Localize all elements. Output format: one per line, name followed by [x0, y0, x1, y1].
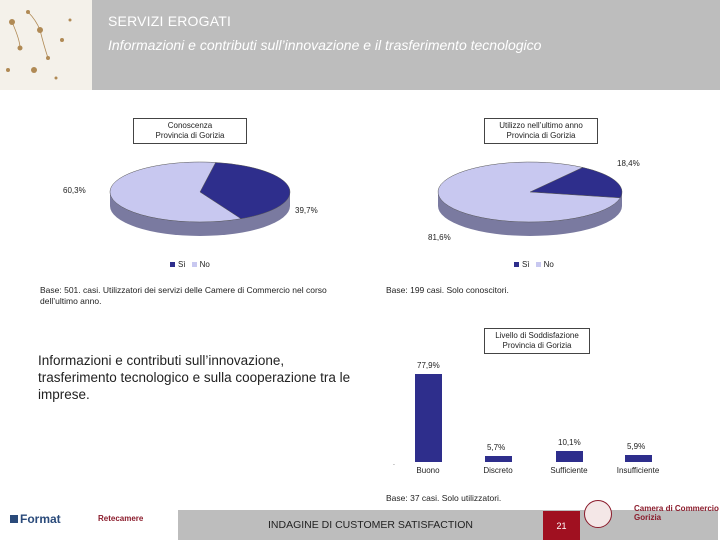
pie1-label-no: 60,3% — [63, 186, 86, 195]
pie2-title-line1: Utilizzo nell’ultimo anno — [499, 121, 583, 130]
bar-insufficiente — [625, 455, 652, 462]
page-number: 21 — [543, 511, 580, 540]
camera-logo-line2: Gorizia — [634, 513, 662, 522]
bar-title-line1: Livello di Soddisfazione — [495, 331, 579, 340]
pie1-legend-no: No — [199, 260, 210, 269]
pie2-base-note: Base: 199 casi. Solo conoscitori. — [386, 285, 509, 295]
pie1-base-note: Base: 501. casi. Utilizzatori dei servizi delle Camere di Commercio nel corso dell’ultimo anno. — [40, 285, 327, 306]
pie2-title-box — [484, 118, 598, 144]
bar-title-box — [484, 328, 590, 354]
bar-value-label: 10,1% — [558, 437, 581, 447]
bar-value-label: 77,9% — [417, 361, 440, 371]
format-logo — [10, 512, 61, 526]
footer-title: INDAGINE DI CUSTOMER SATISFACTION — [268, 519, 473, 531]
pie2-chart — [420, 150, 640, 250]
pie2-title-line2: Provincia di Gorizia — [506, 131, 576, 140]
pie2-slices — [438, 162, 622, 236]
legend-si-swatch — [170, 262, 175, 267]
bar-value-label: 5,7% — [487, 442, 506, 452]
legend-si-swatch — [514, 262, 519, 267]
bar-discreto — [485, 456, 512, 462]
page-title: SERVIZI EROGATI — [108, 13, 232, 29]
bar-base-note: Base: 37 casi. Solo utilizzatori. — [386, 493, 502, 503]
pie1-title-box — [133, 118, 247, 144]
pie1-chart — [80, 150, 320, 260]
pie1-slices — [110, 162, 290, 236]
pie2-label-no: 81,6% — [428, 233, 451, 242]
legend-no-swatch — [536, 262, 541, 267]
pie1-legend-si: Sì — [178, 260, 186, 269]
retecamere-logo: Retecamere — [98, 514, 144, 523]
pie1-label-si: 39,7% — [295, 206, 318, 215]
pie2-label-si: 18,4% — [617, 159, 640, 168]
bar-category-label: Discreto — [483, 466, 513, 475]
pie2-legend — [514, 260, 554, 269]
pie2-legend-no: No — [543, 260, 554, 269]
header-decoration — [0, 0, 92, 90]
pie1-title-line2: Provincia di Gorizia — [155, 131, 225, 140]
pie1-legend — [170, 260, 210, 269]
bar-sufficiente — [556, 451, 583, 462]
header-bar — [0, 0, 720, 90]
bar-category-label: Sufficiente — [550, 466, 588, 475]
camera-commercio-logo — [634, 504, 719, 522]
bar-title-line2: Provincia di Gorizia — [502, 341, 572, 350]
format-logo-text: Format — [20, 512, 61, 526]
page-subtitle: Informazioni e contributi sull’innovazione e il trasferimento tecnologico — [108, 37, 542, 53]
bar-buono — [415, 374, 442, 462]
intro-text: Informazioni e contributi sull’innovazione, trasferimento tecnologico e sulla cooperazione tra le imprese. — [38, 353, 351, 402]
bar-category-label: Buono — [416, 466, 440, 475]
legend-no-swatch — [192, 262, 197, 267]
bar-category-label: Insufficiente — [616, 466, 660, 475]
pie2-legend-si: Sì — [522, 260, 530, 269]
bar-axis-origin: . — [393, 460, 395, 467]
seal-icon — [584, 500, 612, 528]
bar-value-label: 5,9% — [627, 442, 646, 452]
format-logo-mark — [10, 515, 18, 523]
pie1-title-line1: Conoscenza — [167, 121, 213, 130]
dots-decoration — [0, 0, 92, 90]
camera-logo-line1: Camera di Commercio — [634, 504, 719, 513]
